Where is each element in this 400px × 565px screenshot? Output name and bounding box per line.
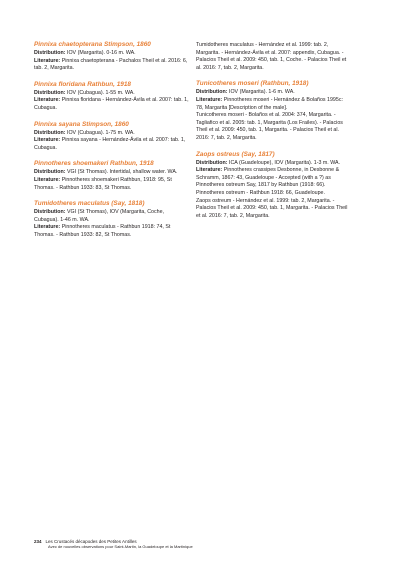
literature-line xyxy=(34,137,189,152)
literature-label: Literature: xyxy=(196,167,223,174)
literature-text: Pinnotheres crassipes Desbonne, in Desbonne & Schramm, 1867: 43, Guadeloupe - Accepted (with a ?) as Pinnotheres ostreum Say, 1817 by Rathbun (1918: 66). xyxy=(196,167,340,189)
literature-continued-line xyxy=(196,198,351,221)
literature-text: Pinnixa chaetopterana - Pachalos Theil et al. 2016: 6, tab. 2, Margarita. xyxy=(34,57,188,72)
literature-text: Tumidotheres maculatus - Hernández et al. 1999: tab. 2, Margarita. - Hernández-Ávila et al. 2007: appendix, Cubagua. - Palacios Theil et al. 2009: 450, tab. 1, Coche. - Palacios Theil et al. 2016: 7, tab. 2, Margarita. xyxy=(196,42,347,71)
literature-text: Zaops ostreum - Hernández et al. 1999: tab. 2, Margarita. - Palacios Theil et al. 2009: 450, tab. 1, Margarita. - Palacios Theil et al. 2016: 7, tab. 2, Margarita. xyxy=(196,197,348,219)
literature-text: Pinnotheres moseri - Hernández & Bolaños 1995c: 78, Margarita [Description of the male]. xyxy=(196,96,343,111)
distribution-label: Distribution: xyxy=(34,169,66,176)
species-title: Zaops ostreus (Say, 1817) xyxy=(196,150,275,158)
species-title: Pinnixa chaetopterana Stimpson, 1860 xyxy=(34,41,151,48)
distribution-line xyxy=(34,50,189,58)
literature-label: Literature: xyxy=(34,57,61,64)
species-title: Tumidotheres maculatus (Say, 1818) xyxy=(34,200,145,208)
distribution-label: Distribution: xyxy=(196,159,228,166)
literature-text: Pinnotheres shoemakeri Rathbun, 1918: 95, St Thomas. - Rathbun 1933: 83, St Thomas. xyxy=(34,176,172,191)
book-subtitle: Avec de nouvelles observations pour Saint-Martin, la Guadeloupe et la Martinique xyxy=(48,544,193,550)
book-title: Les Crustacés décapodes des Petites Antilles xyxy=(45,539,137,544)
distribution-line xyxy=(196,89,351,97)
page-number: 234 xyxy=(34,539,42,544)
distribution-line xyxy=(34,169,189,177)
literature-label: Literature: xyxy=(196,96,223,103)
distribution-text: IOV (Cubagua). 1-55 m. WA. xyxy=(66,89,135,96)
species-entry xyxy=(34,121,189,153)
literature-label: Literature: xyxy=(34,176,61,183)
left-column xyxy=(34,41,189,248)
literature-text: Pinnixa floridana - Hernández-Ávila et al. 2007: tab. 1, Cubagua. xyxy=(34,97,189,111)
distribution-label: Distribution: xyxy=(196,89,228,96)
literature-continued-line xyxy=(196,42,351,72)
distribution-line xyxy=(196,160,351,168)
distribution-text: IOV (Cubagua). 1-75 m. WA. xyxy=(66,129,135,136)
distribution-label: Distribution: xyxy=(34,129,66,136)
literature-label: Literature: xyxy=(34,224,61,231)
literature-line xyxy=(34,97,189,112)
distribution-text: IOV (Margarita). 0-16 m. WA. xyxy=(66,50,136,56)
species-entry xyxy=(34,200,189,239)
literature-text: Pinnixa sayana - Hernández-Ávila et al. 2007: tab. 1, Cubagua. xyxy=(34,137,186,151)
distribution-label: Distribution: xyxy=(34,89,66,96)
literature-line xyxy=(34,224,189,239)
literature-label: Literature: xyxy=(34,137,61,144)
distribution-text: IOV (Margarita). 1-6 m. WA. xyxy=(228,89,295,96)
right-column xyxy=(196,42,351,228)
distribution-line xyxy=(34,209,189,224)
distribution-label: Distribution: xyxy=(34,50,66,56)
literature-line xyxy=(34,177,189,192)
species-entry-continued xyxy=(196,42,351,72)
species-title: Pinnixa floridana Rathbun, 1918 xyxy=(34,80,131,88)
literature-line xyxy=(196,167,351,190)
species-entry xyxy=(196,151,351,221)
literature-text: Tunicotheres moseri - Bolaños et al. 2004: 374, Margarita. - Tagliafico et al. 2005: tab. 1, Margarita (Los Frailes). - Palacios Theil et al. 2009: 450, tab. 1, Margarita. - Palacios Theil et al. 2016: 7, tab. 2, Margarita. xyxy=(196,112,343,141)
distribution-text: VGI (St Thomas), IOV (Margarita, Coche, Cubagua). 1-46 m. WA. xyxy=(34,209,165,223)
literature-text: Pinnotheres maculatus - Rathbun 1918: 74, St Thomas. - Rathbun 1933: 82, St Thomas. xyxy=(34,224,171,238)
species-entry xyxy=(196,80,351,142)
literature-line xyxy=(196,97,351,112)
species-title: Pinnixa sayana Stimpson, 1860 xyxy=(34,120,129,128)
distribution-text: ICA (Guadeloupe), IOV (Margarita). 1-3 m. WA. xyxy=(228,159,341,166)
distribution-text: VGI (St Thomas). Intertidal, shallow water. WA. xyxy=(66,169,178,176)
species-title: Pinnotheres shoemakeri Rathbun, 1918 xyxy=(34,160,154,168)
literature-text: Pinnotheres ostreum - Rathbun 1918: 66, Guadeloupe. xyxy=(196,189,325,196)
distribution-label: Distribution: xyxy=(34,209,66,216)
literature-continued-line xyxy=(196,112,351,142)
species-entry xyxy=(34,160,189,192)
species-entry xyxy=(34,81,189,113)
page-footer xyxy=(34,539,193,550)
literature-continued-line xyxy=(196,190,351,198)
species-entry xyxy=(34,41,189,73)
literature-label: Literature: xyxy=(34,97,61,104)
species-title: Tunicotheres moseri (Rathbun, 1918) xyxy=(196,80,309,88)
literature-line xyxy=(34,58,189,73)
